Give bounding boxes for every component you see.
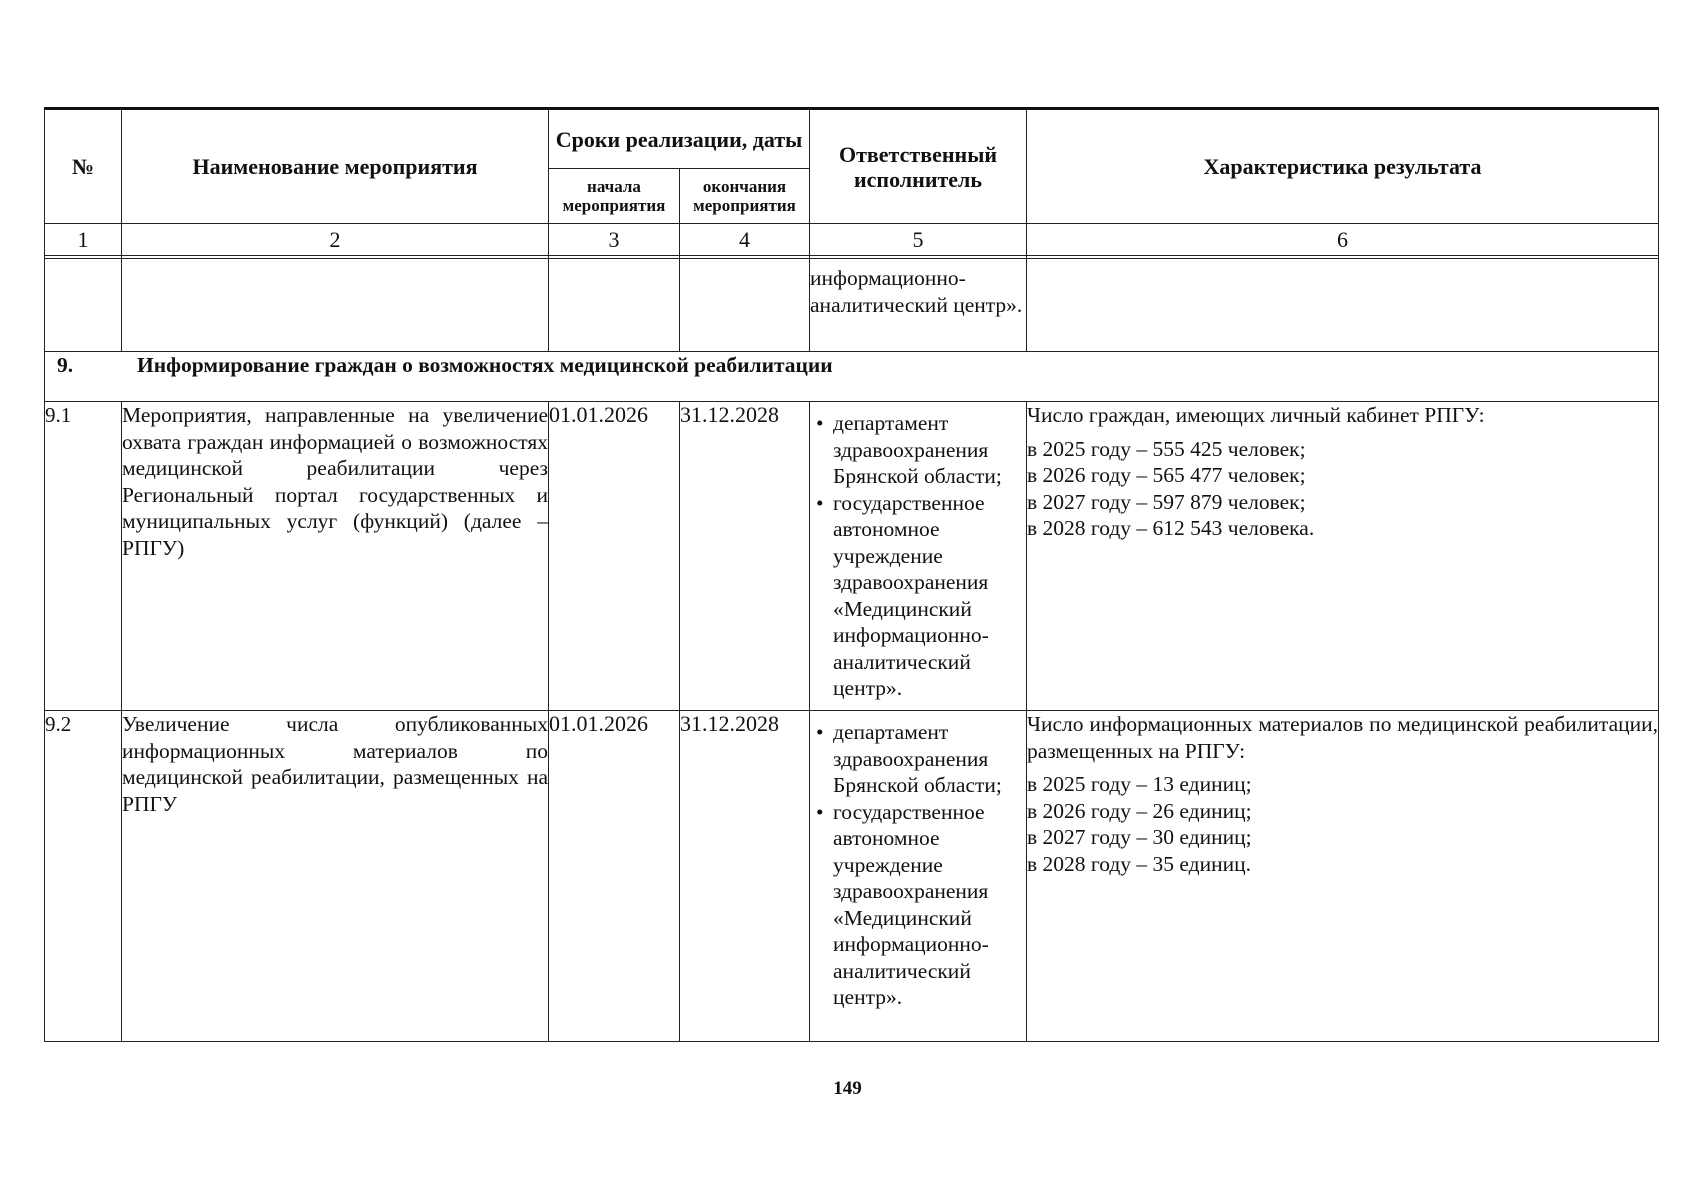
section-row: [45, 352, 1659, 402]
start-date: 01.01.2026: [549, 711, 680, 1042]
header-measure-name: Наименование мероприятия: [122, 109, 549, 224]
end-date: 31.12.2028: [680, 402, 810, 711]
result-line: в 2026 году – 565 477 человек;: [1027, 463, 1306, 487]
row-number: 9.1: [45, 402, 122, 711]
result-cell: [1027, 402, 1659, 711]
result-line: в 2026 году – 26 единиц;: [1027, 798, 1252, 823]
column-number: 4: [680, 224, 810, 256]
responsible-item: • государственное автономное учреждение здравоохранения «Медицинский информационно-аналитический центр».: [814, 490, 1022, 702]
row-number: 9.2: [45, 711, 122, 1042]
result-line: в 2028 году – 35 единиц.: [1027, 851, 1251, 876]
responsible-item: • государственное автономное учреждение здравоохранения «Медицинский информационно-аналитический центр».: [814, 799, 1022, 1011]
column-number: 5: [810, 224, 1027, 256]
section-title: Информирование граждан о возможностях медицинской реабилитации: [137, 353, 833, 377]
continuation-responsible: информационно-аналитический центр».: [810, 259, 1027, 352]
measure-name: Увеличение числа опубликованных информационных материалов по медицинской реабилитации, размещенных на РПГУ: [122, 711, 549, 1042]
start-date: 01.01.2026: [549, 402, 680, 711]
column-number: 3: [549, 224, 680, 256]
table-row: [45, 711, 1659, 1042]
responsible-cell: [810, 711, 1027, 1042]
result-line: в 2027 году – 597 879 человек;: [1027, 489, 1306, 514]
header-end: окончания мероприятия: [680, 169, 810, 224]
page-number: 149: [833, 1078, 862, 1099]
responsible-item: • департамент здравоохранения Брянской области;: [814, 719, 1022, 799]
measures-table: [44, 107, 1659, 1042]
header-number: №: [45, 109, 122, 224]
result-cell: [1027, 711, 1659, 1042]
column-number: 2: [122, 224, 549, 256]
header-terms: Сроки реализации, даты: [549, 109, 810, 169]
continuation-row: [45, 259, 1659, 352]
responsible-cell: [810, 402, 1027, 711]
result-line: в 2028 году – 612 543 человека.: [1027, 516, 1315, 540]
result-title: Число информационных материалов по медицинской реабилитации, размещенных на РПГУ:: [1027, 712, 1659, 763]
table-row: [45, 402, 1659, 711]
section-number: 9.: [57, 353, 74, 377]
column-number: 6: [1027, 224, 1659, 256]
result-title: Число граждан, имеющих личный кабинет РПГУ:: [1027, 403, 1485, 427]
measure-name: Мероприятия, направленные на увеличение охвата граждан информацией о возможностях медицинской реабилитации через Региональный портал государственных и муниципальных услуг (функций) (далее – РПГУ): [122, 402, 549, 711]
result-line: в 2027 году – 30 единиц;: [1027, 825, 1252, 849]
header-result: Характеристика результата: [1027, 109, 1659, 224]
header-row: [45, 109, 1659, 169]
result-line: в 2025 году – 555 425 человек;: [1027, 436, 1306, 461]
end-date: 31.12.2028: [680, 711, 810, 1042]
column-number-row: [45, 224, 1659, 256]
header-start: начала мероприятия: [549, 169, 680, 224]
header-responsible: Ответственный исполнитель: [810, 109, 1027, 224]
responsible-item: • департамент здравоохранения Брянской области;: [814, 410, 1022, 490]
column-number: 1: [45, 224, 122, 256]
result-line: в 2025 году – 13 единиц;: [1027, 772, 1252, 796]
